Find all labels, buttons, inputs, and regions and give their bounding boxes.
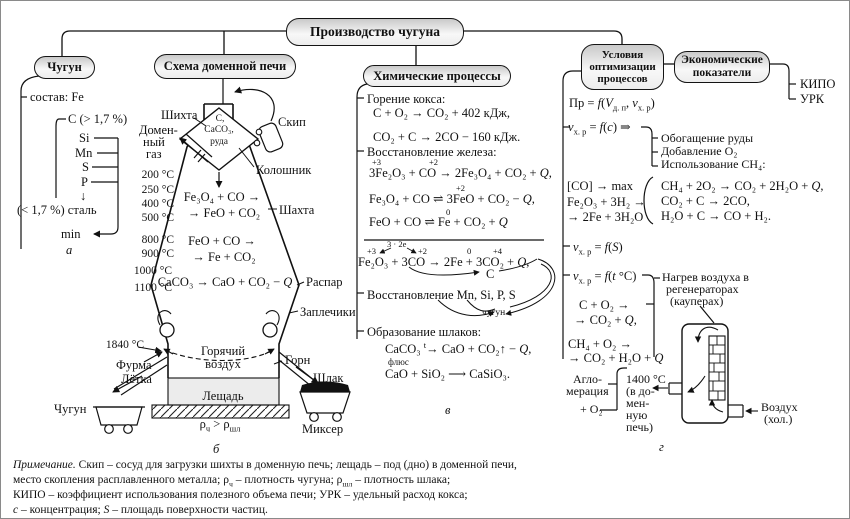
tuyere-right bbox=[263, 323, 277, 337]
temp-250: 250 °C bbox=[141, 184, 174, 196]
slag-formation-heading: Образование шлаков: bbox=[367, 325, 482, 339]
cold-air-label-2: (хол.) bbox=[764, 412, 793, 426]
ox-state: +2 bbox=[429, 157, 439, 167]
iron-el-s: S bbox=[82, 160, 89, 174]
econ-bracket bbox=[768, 64, 796, 99]
hopper-line-3: руда bbox=[210, 137, 228, 147]
furnace-reaction-5: CaCO₃ → CaO + CO₂ − Q bbox=[157, 275, 293, 289]
rate-surface-formula: $v_{х. р} = f(S)$ bbox=[573, 240, 623, 257]
furnace-reaction-1: Fe₃O₄ + CO → bbox=[183, 190, 261, 204]
iron-steel: (< 1,7 %) сталь bbox=[17, 203, 97, 217]
temp-500: 500 °C bbox=[141, 212, 174, 224]
iron-min: min bbox=[61, 227, 81, 241]
label-a: а bbox=[66, 243, 73, 257]
hot-air-label-1: Горячий bbox=[200, 344, 246, 358]
regenerator-drawing bbox=[653, 324, 758, 423]
air-heating-label-2: регенераторах bbox=[666, 282, 739, 296]
temp-900: 900 °C bbox=[141, 248, 174, 260]
oxygen-addition-label: + O₂ bbox=[580, 402, 603, 416]
measure-methane: Использование CH₄: bbox=[661, 157, 766, 171]
electron-transfer-label: 3 · 2e bbox=[387, 239, 407, 249]
carbon-oxygen-eq-2: → CO₂ + Q, bbox=[574, 313, 637, 327]
bosh-label: Заплечики bbox=[300, 305, 356, 319]
pig-iron-label: чугун bbox=[482, 308, 506, 318]
ox-state: +2 bbox=[456, 183, 466, 193]
taphole-label: Лётка bbox=[121, 372, 152, 386]
note-line-4: c – концентрация; S – площадь поверхности частиц. bbox=[13, 504, 268, 516]
furnace-reaction-3: FeO + CO → bbox=[188, 234, 256, 248]
temp-1000: 1000 °C bbox=[133, 265, 172, 277]
label-b: б bbox=[213, 442, 220, 456]
charge-label: Шихта bbox=[161, 108, 198, 122]
density-formula: $\rho_ч > \rho_{шл}$ bbox=[199, 417, 241, 434]
methane-oxygen-eq-2: → CO₂ + H₂O + Q bbox=[568, 351, 664, 365]
methane-oxygen-eq-1: CH₄ + O₂ → bbox=[568, 337, 633, 351]
throat-label: Колошник bbox=[256, 163, 312, 177]
air-heating-label-3: (кауперах) bbox=[670, 294, 724, 308]
air-heating-label-1: Нагрев воздуха в bbox=[662, 270, 749, 284]
top-gas-label-1: Домен- bbox=[139, 123, 178, 137]
mn-si-p-s-heading: Восстановление Mn, Si, P, S bbox=[367, 288, 516, 302]
slag-label: Шлак bbox=[313, 371, 344, 385]
ox-state: +2 bbox=[418, 246, 428, 256]
top-gas-label-2: ный bbox=[143, 135, 165, 149]
blast-temp-label-3: мен- bbox=[626, 396, 650, 410]
econ-item-kipo: КИПО bbox=[800, 77, 836, 91]
blast-temp-label-2: (в до- bbox=[626, 384, 655, 398]
mixer-label: Миксер bbox=[302, 422, 344, 436]
rate-temperature-formula: $v_{х. р} = f(t$ °C) bbox=[573, 269, 637, 286]
iron-carbon: C (> 1,7 %) bbox=[68, 112, 128, 126]
iron-ladle-cart bbox=[93, 407, 145, 433]
blast-temp-label-4: ную bbox=[626, 408, 648, 422]
iron-el-mn: Mn bbox=[75, 146, 93, 160]
iron-reduction-heading: Восстановление железа: bbox=[367, 145, 497, 159]
ox-state: 0 bbox=[467, 246, 472, 256]
chem-eq-7: CaO + SiO₂ ⟶ CaSiO₃. bbox=[385, 367, 511, 381]
ox-state: +4 bbox=[493, 246, 503, 256]
skip-arrow bbox=[235, 89, 274, 121]
temp-1840: 1840 °C bbox=[105, 339, 144, 351]
furnace-scheme-box: Схема доменной печи bbox=[154, 54, 296, 79]
temp-200: 200 °C bbox=[141, 169, 174, 181]
iron-cart-label: Чугун bbox=[54, 402, 87, 416]
agglomeration-label-1: Агло- bbox=[573, 372, 602, 386]
temp-800: 800 °C bbox=[141, 234, 174, 246]
label-v: в bbox=[445, 403, 451, 417]
chemical-processes-box: Химические процессы bbox=[363, 65, 511, 87]
iron-box: Чугун bbox=[34, 56, 95, 79]
label-g: г bbox=[659, 440, 664, 454]
hearth-label: Горн bbox=[285, 353, 311, 367]
measure-ore-enrichment: Обогащение руды bbox=[661, 131, 754, 145]
coke-burning-heading: Горение кокса: bbox=[367, 92, 446, 106]
tuyere-left bbox=[160, 323, 174, 337]
note-line-1: Примечание. Скип – сосуд для загрузки шихты в доменную печь; лещадь – под (дно) в доменной печи, bbox=[13, 459, 517, 471]
temp-1100: 1100 °C bbox=[134, 282, 172, 294]
methane-eq-2: CO₂ + C → 2CO, bbox=[661, 194, 750, 208]
carbon-label: C bbox=[486, 267, 495, 281]
blast-temp-label-1: 1400 °C bbox=[626, 372, 666, 386]
hopper-line-2: CaCO₃, bbox=[204, 125, 234, 135]
chem-eq-1: C + O₂ → CO₂ + 402 кДж, bbox=[373, 106, 511, 120]
chem-eq-3: 3Fe₂O₃ + CO → 2Fe₃O₄ + CO₂ + Q, bbox=[369, 166, 552, 180]
furnace-reaction-2: → FeO + CO₂ bbox=[187, 206, 261, 220]
chem-eq-5: FeO + CO ⇌ Fe + CO₂ + Q bbox=[369, 215, 508, 229]
down-arrow-glyph: ↓ bbox=[80, 189, 87, 203]
chem-eq-4: Fe₃O₄ + CO ⇌ 3FeO + CO₂ − Q, bbox=[369, 192, 535, 206]
bottom-label: Лещадь bbox=[202, 389, 244, 403]
productivity-formula: Пр = $f(V_{д. п}$, $v_{х. р}$) bbox=[569, 96, 655, 113]
note-line-2: место скопления расплавленного металла; $\rho_ч$ – плотность чугуна; $\rho_{шл}$ – плотность шлака; bbox=[13, 474, 451, 489]
ox-state: +3 bbox=[367, 246, 377, 256]
chem-eq-2: CO₂ + C → 2CO − 160 кДж. bbox=[373, 130, 521, 144]
flux-label: флюс bbox=[388, 357, 409, 367]
hot-air-label-2: воздух bbox=[205, 357, 241, 371]
econ-item-urk: УРК bbox=[800, 92, 825, 106]
bosh-parallel-label: Распар bbox=[306, 275, 343, 289]
furnace-reaction-4: → Fe + CO₂ bbox=[192, 250, 256, 264]
co-max: [CO] → max bbox=[567, 179, 633, 193]
title-box: Производство чугуна bbox=[286, 18, 464, 46]
carbon-oxygen-eq-1: C + O₂ → bbox=[579, 298, 630, 312]
ox-state: +3 bbox=[372, 157, 382, 167]
chem-eq-summary: Fe₂O₃ + 3CO → 2Fe + 3CO₂ + Q, bbox=[358, 255, 530, 269]
note-line-3: КИПО – коэффициент использования полезного объема печи; УРК – удельный расход кокса; bbox=[13, 489, 468, 501]
agglomeration-label-2: мерация bbox=[566, 384, 609, 398]
rate-concentration-formula: $v_{х. р} = f(c)$ ⇒ bbox=[568, 120, 631, 137]
shaft-label: Шахта bbox=[279, 203, 315, 217]
blast-temp-label-5: печь) bbox=[626, 420, 653, 434]
methane-eq-1: CH₄ + 2O₂ → CO₂ + 2H₂O + Q, bbox=[661, 179, 824, 193]
measure-oxygen: Добавление O₂ bbox=[661, 144, 738, 158]
hydrogen-eq-2: → 2Fe + 3H₂O bbox=[567, 210, 644, 224]
iron-el-si: Si bbox=[79, 131, 90, 145]
economic-box: Экономические показатели bbox=[674, 51, 770, 83]
mixer-cart bbox=[300, 382, 350, 422]
top-gas-label-3: газ bbox=[146, 147, 162, 161]
methane-eq-3: H₂O + C → CO + H₂. bbox=[661, 209, 771, 223]
ox-state: 0 bbox=[446, 207, 451, 217]
optimization-box: Условия оптимизации процессов bbox=[581, 44, 664, 90]
iron-composition: состав: Fe bbox=[30, 90, 84, 104]
temp-400: 400 °C bbox=[141, 198, 174, 210]
iron-el-p: P bbox=[81, 175, 88, 189]
chem-eq-6: CaCO₃ $^t$→ CaO + CO₂↑ − Q, bbox=[385, 339, 532, 356]
cold-air-label-1: Воздух bbox=[761, 400, 798, 414]
hydrogen-eq-1: Fe₂O₃ + 3H₂ → bbox=[567, 195, 646, 209]
skip-label: Скип bbox=[278, 115, 306, 129]
tuyere-label: Фурма bbox=[116, 358, 152, 372]
inlet-pipe bbox=[728, 405, 743, 417]
outlet-pipe bbox=[669, 383, 682, 394]
hopper-line-1: C, bbox=[215, 114, 225, 124]
